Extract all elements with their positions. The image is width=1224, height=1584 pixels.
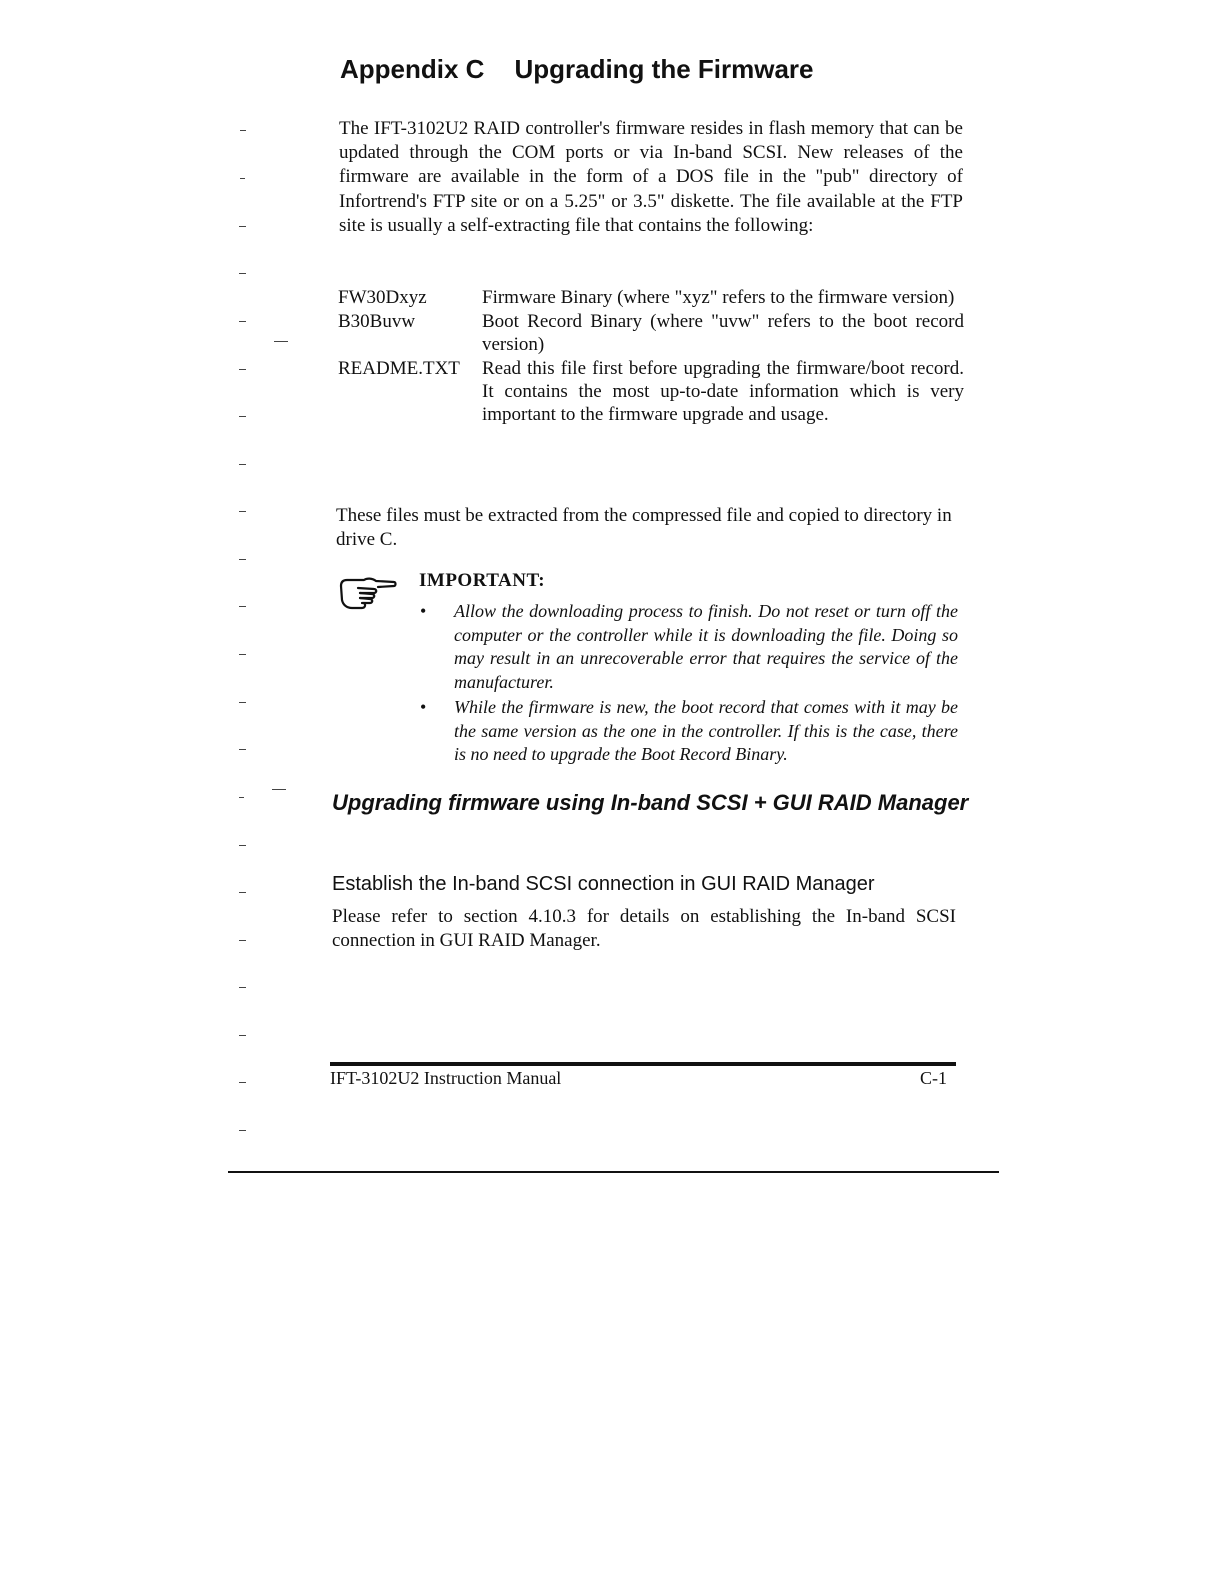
margin-tick: [239, 654, 246, 655]
file-name: B30Buvw: [338, 311, 416, 332]
file-list: [338, 286, 964, 427]
file-row: [338, 286, 964, 309]
list-item: • Allow the downloading process to finish. Do not reset or turn off the computer or the controller while it is downloading the file. Doing so may result in an unrecoverable error that requires the service of the manufacturer.: [418, 600, 958, 694]
margin-tick: [239, 987, 246, 988]
margin-tick: [240, 178, 245, 179]
file-row: [338, 310, 964, 356]
margin-tick: [239, 606, 246, 607]
appendix-label: Appendix C: [340, 54, 485, 84]
margin-tick: [239, 702, 246, 703]
pointing-hand-icon: [338, 576, 398, 612]
page-bottom-rule: [228, 1171, 999, 1173]
footer-manual-title: IFT-3102U2 Instruction Manual: [330, 1068, 562, 1088]
appendix-heading: [340, 54, 814, 85]
margin-tick: [239, 226, 246, 227]
important-list: [418, 600, 958, 769]
extract-note: These files must be extracted from the compressed file and copied to directory in drive C.: [336, 505, 952, 550]
margin-tick: [239, 321, 246, 322]
file-name: README.TXT: [338, 358, 460, 379]
margin-tick: [239, 511, 246, 512]
file-description: Read this file first before upgrading the firmware/boot record. It contains the most up-to-date information which is very important to the firmware upgrade and usage.: [482, 358, 964, 425]
important-title: IMPORTANT:: [419, 570, 546, 591]
margin-tick: [239, 273, 246, 274]
margin-tick: [239, 416, 246, 417]
file-name: FW30Dxyz: [338, 287, 427, 308]
file-row: [338, 357, 964, 426]
margin-tick: [239, 940, 246, 941]
subsection-body: Please refer to section 4.10.3 for details on establishing the In-band SCSI connection in GUI RAID Manager.: [332, 906, 956, 951]
margin-tick: [239, 1082, 246, 1083]
section-heading: Upgrading firmware using In-band SCSI + GUI RAID Manager: [332, 790, 969, 815]
file-description: Boot Record Binary (where "uvw" refers to the boot record version): [482, 311, 964, 355]
margin-tick: [272, 789, 286, 790]
margin-tick: [239, 369, 246, 370]
footer-page-number: C-1: [920, 1068, 947, 1088]
margin-tick: [239, 559, 246, 560]
margin-tick: [239, 892, 246, 893]
margin-tick: [239, 749, 246, 750]
file-description: Firmware Binary (where "xyz" refers to the firmware version): [482, 287, 955, 308]
appendix-title: Upgrading the Firmware: [514, 54, 814, 84]
list-item: • While the firmware is new, the boot record that comes with it may be the same version as the one in the controller. If this is the case, there is no need to upgrade the Boot Record Binary.: [418, 696, 958, 767]
intro-paragraph: The IFT-3102U2 RAID controller's firmware resides in flash memory that can be updated through the COM ports or via In-band SCSI. New releases of the firmware are available in the form of a DOS file in the "pub" directory of Infortrend's FTP site or on a 5.25" or 3.5" diskette. The file available at the FTP site is usually a self-extracting file that contains the following:: [339, 118, 963, 236]
subsection-heading: Establish the In-band SCSI connection in GUI RAID Manager: [332, 873, 875, 895]
margin-tick: [239, 1035, 246, 1036]
footer-rule: [330, 1062, 956, 1066]
margin-tick: [274, 341, 288, 342]
margin-tick: [239, 797, 244, 798]
margin-tick: [240, 130, 246, 131]
margin-tick: [239, 1130, 246, 1131]
margin-tick: [239, 464, 246, 465]
margin-tick: [239, 845, 246, 846]
